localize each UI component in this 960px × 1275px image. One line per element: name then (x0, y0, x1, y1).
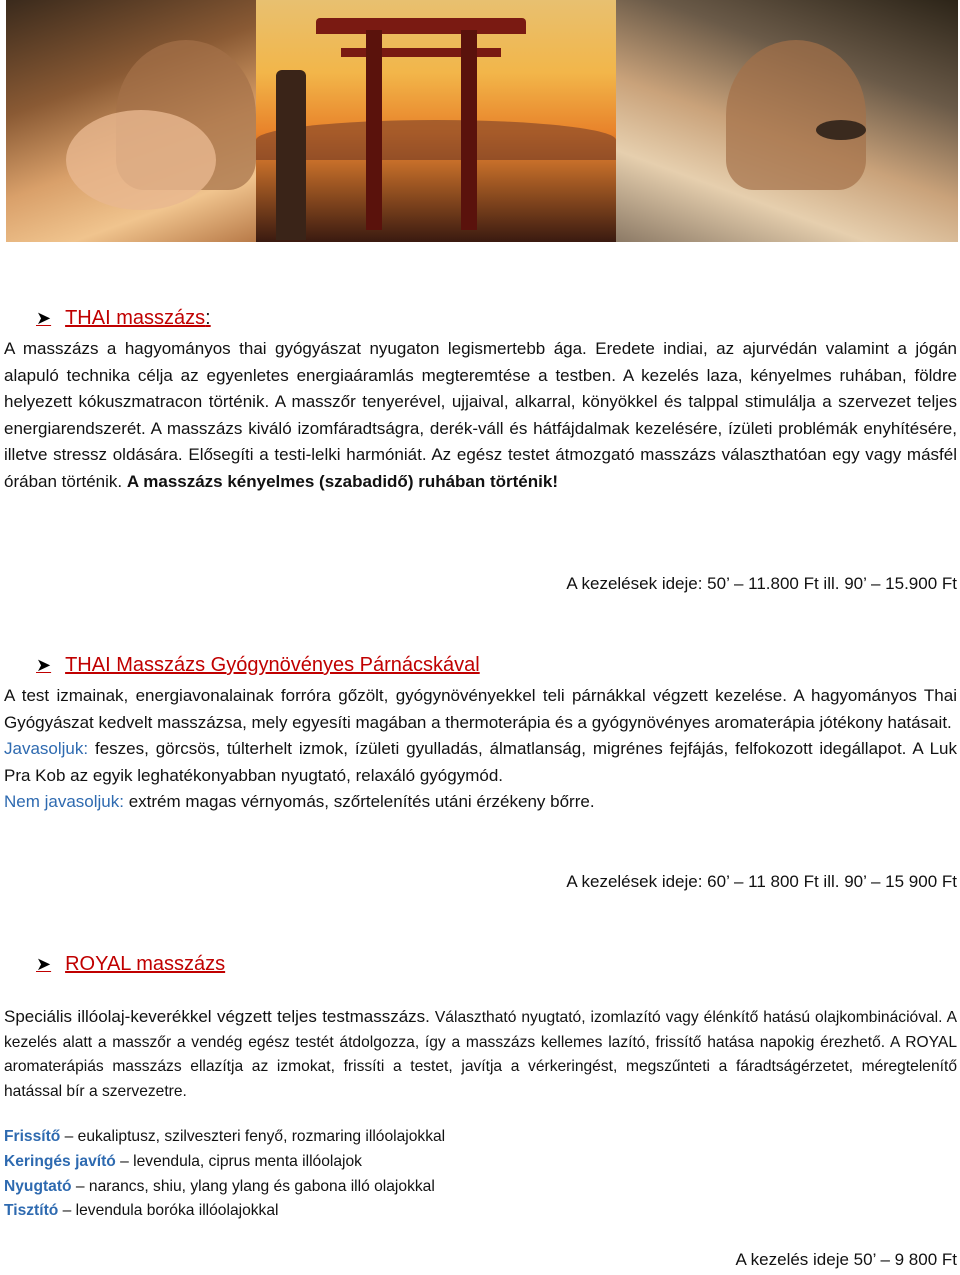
oil-item-keringes (4, 1153, 362, 1171)
royal-description (4, 1005, 957, 1104)
royal-price: A kezelés ideje 50’ – 9 800 Ft (735, 1250, 957, 1269)
torii-left-pillar (366, 30, 382, 230)
spa-photo (616, 0, 958, 242)
heading-colon: : (205, 307, 211, 329)
oil-text: – narancs, shiu, ylang ylang és gabona illó olajokkal (71, 1178, 435, 1195)
arrow-bullet-icon: ➤ (36, 954, 52, 974)
oil-item-nyugtato (4, 1178, 435, 1196)
herbal-description (4, 683, 957, 816)
oil-label: Nyugtató (4, 1178, 72, 1195)
water-shape (256, 160, 616, 242)
oil-text: – eukaliptusz, szilveszteri fenyő, rozmaring illóolajokkal (60, 1128, 446, 1145)
herbal-price: A kezelések ideje: 60’ – 11 800 Ft ill. 90’ – 15 900 Ft (566, 872, 957, 891)
therapist-figure (726, 40, 866, 190)
royal-heading (36, 953, 225, 976)
herbal-text: A test izmainak, energiavonalainak forróra gőzölt, gyógynövényekkel teli párnákkal végzett kezelése. A hagyományos Thai Gyógyászat kedvelt masszázsa, mely egyesíti magában a thermoterápia és a gyógynövényes aromaterápia jótékony hatásait. (4, 686, 957, 732)
herbal-heading (36, 654, 480, 677)
not-recommend-text: extrém magas vérnyomás, szőrtelenítés utáni érzékeny bőrre. (124, 792, 595, 811)
client-face (66, 110, 216, 210)
royal-intro: Speciális illóolaj-keverékkel végzett teljes testmasszázs. (4, 1007, 430, 1026)
oil-bowl (816, 120, 866, 140)
royal-heading-text: ROYAL masszázs (65, 953, 226, 975)
thai-heading-text: THAI masszázs (65, 307, 206, 329)
thai-price: A kezelések ideje: 50’ – 11.800 Ft ill. 90’ – 15.900 Ft (566, 574, 957, 593)
arrow-bullet-icon: ➤ (36, 655, 52, 675)
oil-label: Keringés javító (4, 1153, 116, 1170)
oil-text: – levendula, ciprus menta illóolajok (115, 1153, 362, 1170)
arrow-bullet-icon: ➤ (36, 308, 52, 328)
torii-right-pillar (461, 30, 477, 230)
oil-item-frissito (4, 1128, 445, 1146)
mountain-shape (256, 120, 616, 160)
recommend-text: feszes, görcsös, túlterhelt izmok, ízületi gyulladás, álmatlanság, migrénes fejfájás, felfokozott idegállapot. A Luk Pra Kob az egyik leghatékonyabban nyugtató, relaxáló gyógymód. (4, 739, 957, 785)
thai-text: A masszázs a hagyományos thai gyógyászat nyugaton legismertebb ága. Eredete indiai, az ajurvédán valamint a jógán alapuló technika célja az egyenletes energiaáramlás megteremtése a testben. A kezelés laza, kényelmes ruhában, földre helyezett kókuszmatracon történik. A masszőr tenyerével, ujjaival, alkarral, könyökkel és talppal stimulálja a szervezet teljes energiarendszerét. A masszázs kiváló izomfáradtságra, derék-váll és hátfájdalmak kezelésére, ízületi problémák enyhítésére, illetve stressz oldására. Elősegíti a testi-lelki harmóniát. Az egész testet átmozgató masszázs választhatóan egy vagy másfél órában történik. (4, 339, 957, 491)
herbal-heading-text: THAI Masszázs Gyógynövényes Párnácskával (65, 654, 480, 676)
thai-description (4, 336, 957, 495)
oil-text: – levendula boróka illóolajokkal (58, 1202, 279, 1219)
oil-item-tisztito (4, 1202, 278, 1220)
thai-heading (36, 307, 211, 330)
oil-label: Tisztító (4, 1202, 59, 1219)
royal-text: Választható nyugtató, izomlazító vagy élénkítő hatású olajkombinációval. A kezelés alatt a masszőr a vendég egész testét átdolgozza, így a masszázs kellemes lazító, frissítő hatása napokig érezhető. A ROYAL aromaterápiás masszázs ellazítja az izmokat, frissíti a testet, javítja a vérkeringést, megszűnteti a fáradtságérzetet, méregtelenítő hatással bír a szervezetre. (4, 1009, 957, 1100)
header-banner (6, 0, 958, 242)
torii-gate-photo (256, 0, 616, 242)
stone-lantern (276, 70, 306, 240)
not-recommend-label: Nem javasoljuk: (4, 792, 124, 811)
oil-label: Frissítő (4, 1128, 61, 1145)
recommend-label: Javasoljuk: (4, 739, 89, 758)
torii-cross-beam (341, 48, 501, 57)
massage-photo (6, 0, 256, 242)
torii-top-beam (316, 18, 526, 34)
thai-note-bold: A masszázs kényelmes (szabadidő) ruhában történik! (126, 471, 558, 491)
